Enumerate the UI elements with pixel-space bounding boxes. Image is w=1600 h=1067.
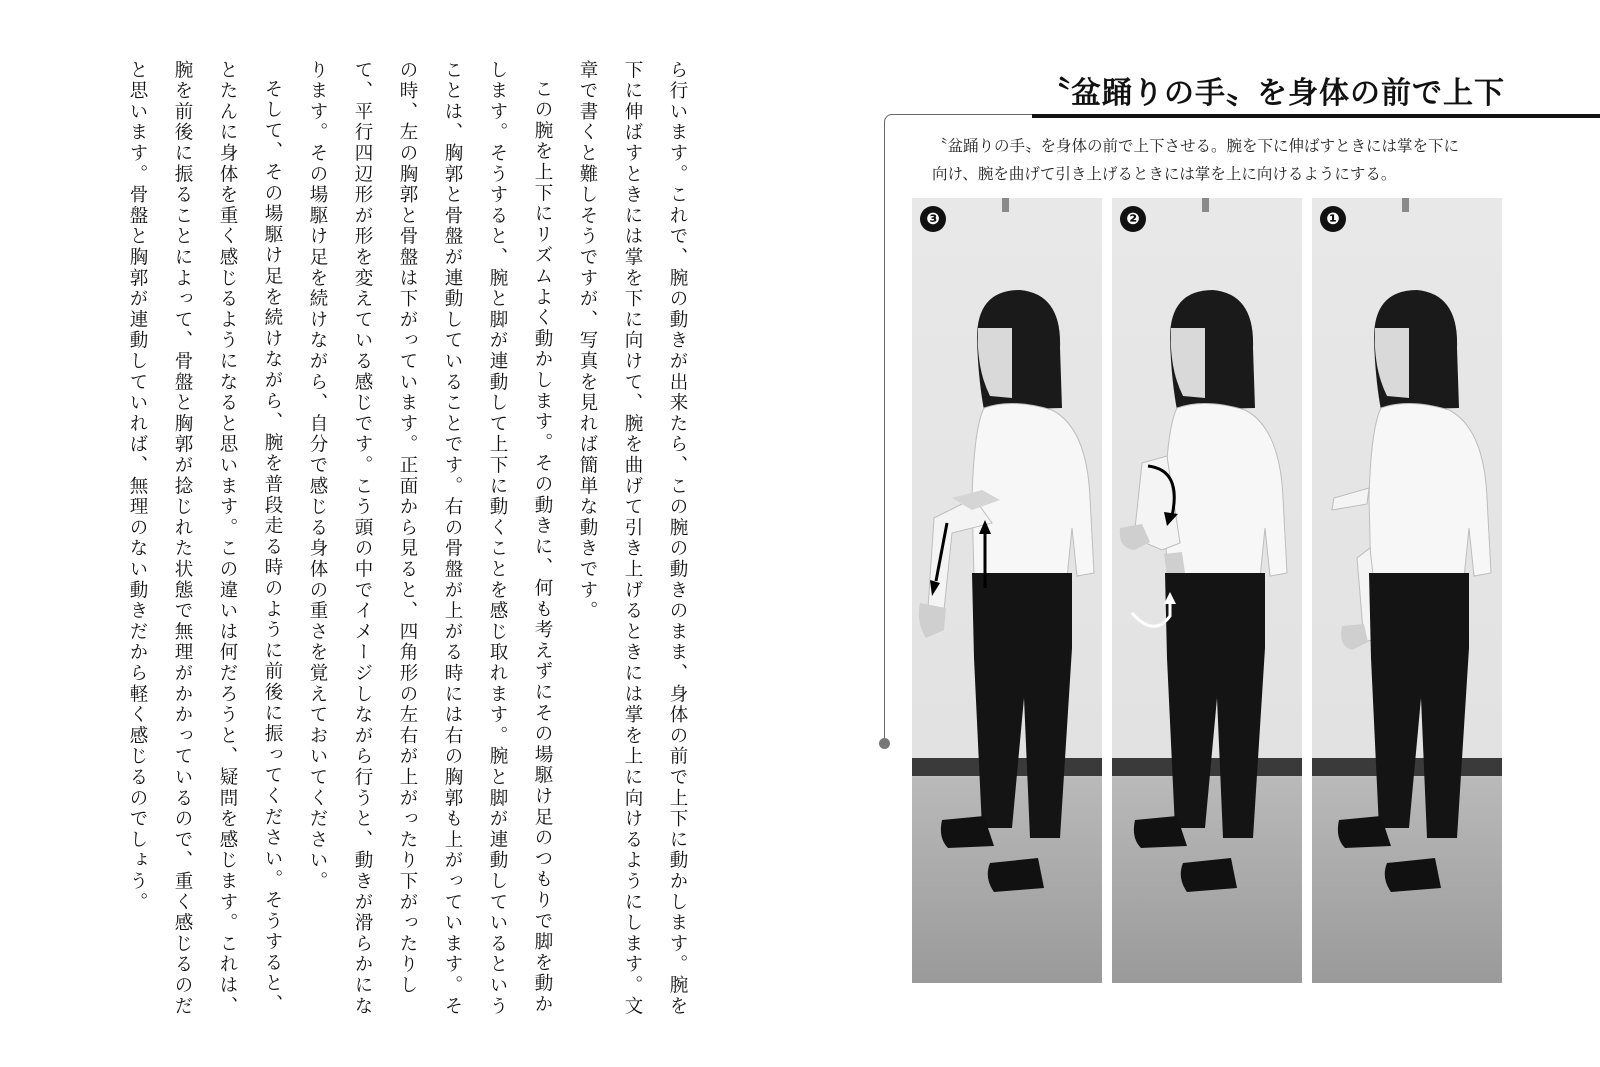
body-text-page (40, 60, 700, 1050)
caption-line: 〝盆踊りの手〟を身体の前で上下させる。腕を下に伸ばすときには掌を下に (932, 137, 1460, 155)
vertical-body-text (115, 60, 700, 1020)
photo-caption (932, 132, 1572, 188)
caption-line: 向け、腕を曲げて引き上げるときには掌を上に向けるようにする。 (932, 165, 1397, 183)
bracket-end-dot (879, 738, 890, 749)
section-heading: 〝盆踊りの手〟を身体の前で上下 (1040, 76, 1505, 111)
figure-person (912, 198, 1102, 983)
paragraph: ら行います。これで、腕の動きが出来たら、この腕の動きのまま、身体の前で上下に動かします。腕を下に伸ばすときには掌を下に向けて、腕を曲げて引き上げるときには掌を上に向けるようにします。文章で書くと難しそうですが、写真を見れば簡単な動きです。 (577, 60, 688, 1017)
paragraph: この腕を上下にリズムよく動かします。その動きに、何も考えずにその場駆け足のつもりで脚を動かします。そうすると、腕と脚が連動して上下に動くことを感じ取れます。腕と脚が連動しているということは、胸郭と骨盤が連動していることです。右の骨盤が上がる時には右の胸郭も上がっています。その時、左の胸郭と骨盤は下がっています。正面から見ると、四角形の左右が上がったり下がったりして、平行四辺形が形を変えている感じです。こう頭の中でイメージしながら行うと、動きが滑らかになります。その場駆け足を続けながら、自分で感じる身体の重さを覚えておいてください。 (307, 60, 553, 1017)
figure-person (1312, 198, 1502, 983)
photo-step-1 (1312, 198, 1502, 983)
step-badge: ❶ (1320, 206, 1346, 232)
paragraph: そして、その場駆け足を続けながら、腕を普段走る時のように前後に振ってください。そうすると、とたんに身体を重く感じるようになると思います。この違いは何だろうと、疑問を感じます。これは、腕を前後に振ることによって、骨盤と胸郭が捻じれた状態で無理がかかっているので、重く感じるのだと思います。骨盤と胸郭が連動していれば、無理のない動きだから軽く感じるのでしょう。 (127, 60, 283, 1017)
photo-step-3 (912, 198, 1102, 983)
step-badge: ❸ (920, 206, 946, 232)
photo-step-2 (1112, 198, 1302, 983)
heading-underline (1032, 114, 1600, 118)
figure-person (1112, 198, 1302, 983)
step-badge: ❷ (1120, 206, 1146, 232)
